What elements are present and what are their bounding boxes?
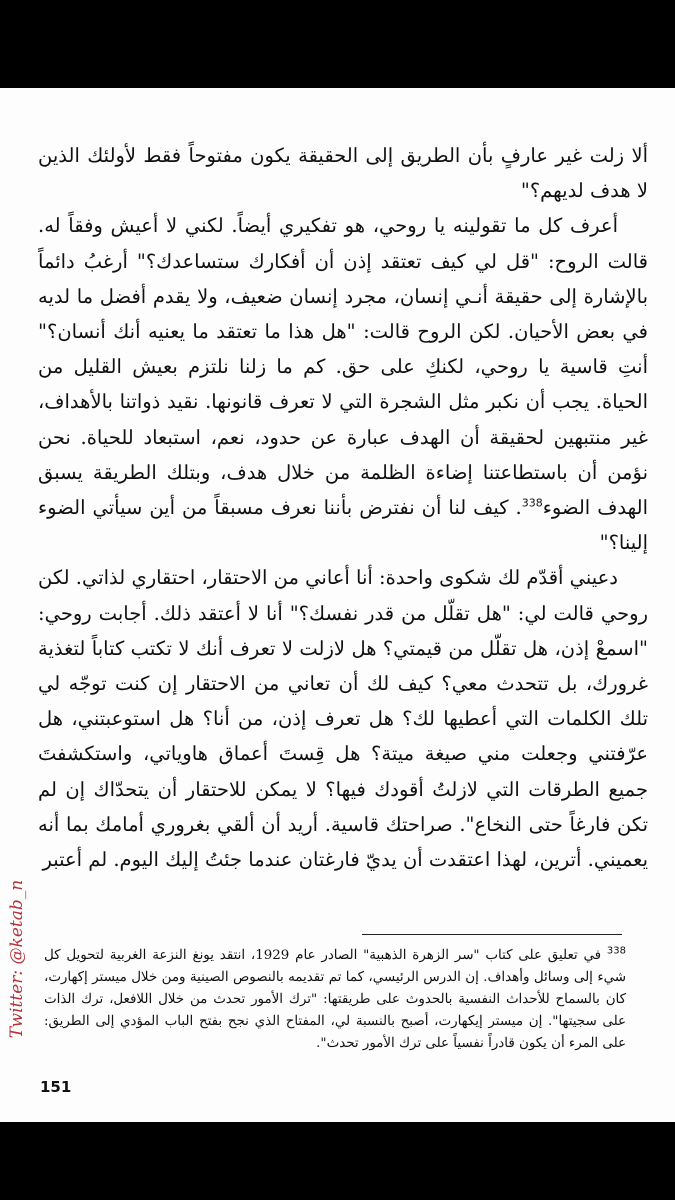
top-black-bar: [0, 0, 675, 88]
book-page: [0, 88, 675, 1122]
footnote-marker: 338: [521, 496, 543, 510]
bottom-black-bar: [0, 1122, 675, 1200]
paragraph-1: ألا زلت غير عارفٍ بأن الطريق إلى الحقيقة يكون مفتوحاً فقط لأولئك الذين لا هدف لديهم؟": [38, 144, 648, 203]
paragraph-2-text: أعرف كل ما تقولينه يا روحي، هو تفكيري أيضاً. لكني لا أعيش وفقاً له. قالت الروح: "قل لي كيف تعتقد إذن أن أفكارك ستساعدك؟" أرغبُ دائماً بالإشارة إلى حقيقة أنـي إنسان، مجرد إنسان ضعيف، ولا يقدم أفضل ما لديه في بعض الأحيان. لكن الروح قالت: "هل هذا ما تعتقد ما يعنيه أنك أنسان؟" أنتِ قاسية يا روحي، لكنكِ على حق. كم ما زلنا نلتزم بعيش القليل من الحياة. يجب أن نكبر مثل الشجرة التي لا تعرف قانونها. نقيد ذواتنا بالأهداف، غير منتبهين لحقيقة أن الهدف عبارة عن حدود، نعم، استبعاد للحياة. نحن نؤمن أن باستطاعتنا إضاءة الظلمة من خلال هدف، وبتلك الطريقة يسبق الهدف الضوء: [38, 214, 648, 520]
paragraph-2: [38, 208, 648, 560]
main-text: [38, 138, 648, 877]
footnote: [44, 945, 626, 1055]
footnote-number: 338: [606, 945, 626, 957]
watermark-twitter-handle: Twitter: @ketab_n: [7, 879, 27, 1039]
paragraph-2-text-after: . كيف لنا أن نفترض بأننا نعرف مسبقاً من أين سيأتي الضوء إلينا؟": [38, 496, 648, 555]
footnote-divider: [362, 934, 622, 935]
page-number: 151: [40, 1078, 72, 1096]
footnote-text: في تعليق على كتاب "سر الزهرة الذهبية" الصادر عام 1929، انتقد يونغ النزعة الغربية لتحويل كل شيء إلى وسائل وأهداف. إن الدرس الرئيسي، كما تم تقديمه بالنصوص الصينية ومن خلال ميستر إكهارت، كان بالسماح للأحداث النفسية بالحدوث على طريقتها: "ترك الأمور تحدث من خلال اللافعل، ترك الذات على سجيتها". إن ميستر إيكهارت، أصبح بالنسبة لي، المفتاح الذي نجح بفتح الباب المؤدي إلى الطريق: على المرء أن يكون قادراً نفسياً على ترك الأمور تحدث".: [44, 948, 626, 1051]
paragraph-3: دعيني أقدّم لك شكوى واحدة: أنا أعاني من الاحتقار، احتقاري لذاتي. لكن روحي قالت لي: "هل تقلّل من قدر نفسك؟" أنا لا أعتقد ذلك. أجابت روحي: "اسمعْ إذن، هل تقلّل من قيمتي؟ هل لازلت لا تعرف أنك لا تكتب كتاباً لتغذية غرورك، بل تتحدث معي؟ كيف لك أن تعاني من الاحتقار إن كنت توجّه لي تلك الكلمات التي أعطيها لك؟ هل تعرف إذن، من أنا؟ هل استوعبتني، هل عرّفتني وجعلت مني صيغة ميتة؟ هل قِستَ أعماق هاوياتي، واستكشفتَ جميع الطرقات التي لازلتُ أقودك فيها؟ لا يمكن للاحتقار أن يتحدّاك إن لم تكن فارغاً حتى النخاع". صراحتك قاسية. أريد أن ألقي بغروري أمامك بما أنه يعميني. أترين، لهذا اعتقدت أن يديّ فارغتان عندما جئتُ إليك اليوم. لم أعتبر: [38, 566, 648, 872]
